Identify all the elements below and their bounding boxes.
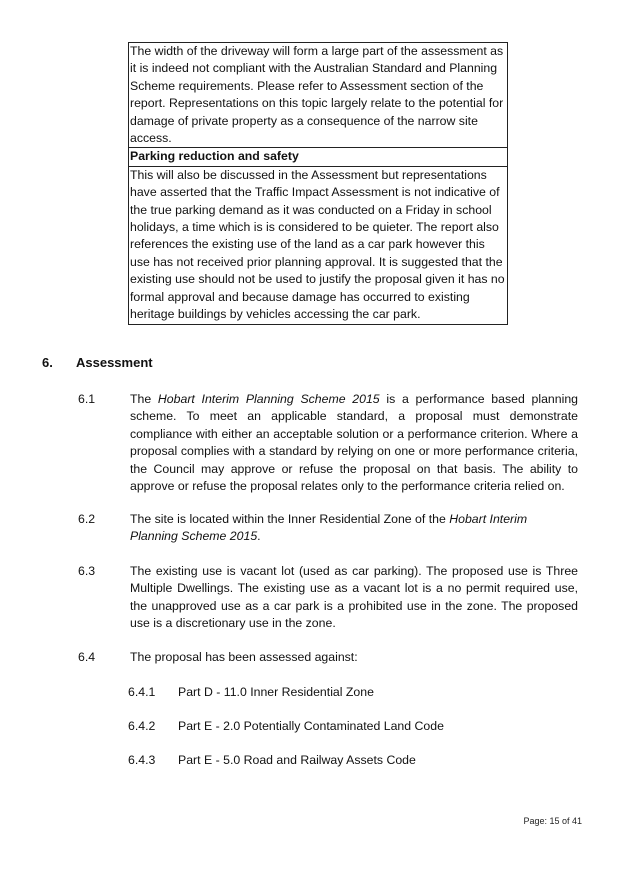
scheme-name: Hobart Interim Planning Scheme 2015 bbox=[157, 392, 380, 406]
scheme-name: Hobart Interim Planning Scheme 2015 bbox=[130, 512, 528, 544]
subitem-number: 6.4.2 bbox=[128, 719, 156, 733]
section-title: Assessment bbox=[76, 355, 153, 370]
subitem-6-4-1 bbox=[128, 684, 374, 701]
text-run: is a performance based planning scheme. To meet an applicable standard, a proposal must demonstrate compliance with either an acceptable solution or a performance criterion. Where a proposal complies with a standard by relying on one or more performance criteria, the Council may approve or refuse the proposal on that basis. The ability to approve or refuse the proposal relates only to the performance criteria relied on. bbox=[130, 392, 579, 494]
parking-representation-text: This will also be discussed in the Assessment but representations have asserted that the Traffic Impact Assessment is not indicative of the true parking demand as it was conducted on a Friday in school holidays, a time which is is considered to be quieter. The report also references the existing use of the land as a car park however this use has not received prior planning approval. It is suggested that the existing use should not be used to justify the proposal given it has no formal approval and because damage has occurred to existing heritage buildings by vehicles accessing the car park. bbox=[130, 167, 505, 322]
paragraph-6-1 bbox=[78, 391, 578, 495]
subitem-number: 6.4.3 bbox=[128, 753, 156, 767]
parking-heading: Parking reduction and safety bbox=[129, 147, 507, 166]
paragraph-text: The proposal has been assessed against: bbox=[130, 650, 358, 664]
subitem-text: Part E - 5.0 Road and Railway Assets Code bbox=[178, 753, 416, 767]
paragraph-number: 6.1 bbox=[78, 392, 96, 406]
subitem-text: Part E - 2.0 Potentially Contaminated Land Code bbox=[178, 719, 444, 733]
paragraph-number: 6.3 bbox=[78, 564, 96, 578]
subitem-number: 6.4.1 bbox=[128, 685, 156, 699]
paragraph-6-3 bbox=[78, 563, 578, 633]
subitem-6-4-2 bbox=[128, 718, 444, 735]
paragraph-text bbox=[130, 391, 578, 495]
paragraph-text: The existing use is vacant lot (used as car parking). The proposed use is Three Multiple Dwellings. The existing use as a vacant lot is a no permit required use, the unapproved use as a car park is a prohibited use in the zone. The proposed use is a discretionary use in the zone. bbox=[130, 564, 578, 631]
paragraph-6-4 bbox=[78, 649, 578, 666]
representations-table bbox=[128, 42, 508, 325]
text-run: The site is located within the Inner Residential Zone of the bbox=[130, 512, 450, 526]
paragraph-number: 6.4 bbox=[78, 650, 96, 664]
text-run: . bbox=[257, 529, 261, 544]
paragraph-number: 6.2 bbox=[78, 512, 96, 526]
section-number: 6. bbox=[42, 355, 53, 370]
section-heading bbox=[42, 355, 153, 370]
driveway-representation-text: The width of the driveway will form a large part of the assessment as it is indeed not compliant with the Australian Standard and Planning Scheme requirements. Please refer to Assessment section of the report. Representations on this topic largely relate to the potential for damage of private property as a consequence of the narrow site access. bbox=[130, 44, 504, 146]
paragraph-6-2 bbox=[78, 511, 578, 546]
paragraph-text bbox=[130, 511, 578, 546]
subitem-6-4-3 bbox=[128, 752, 416, 769]
text-run: The bbox=[130, 392, 158, 406]
subitem-text: Part D - 11.0 Inner Residential Zone bbox=[178, 685, 374, 699]
page-number: Page: 15 of 41 bbox=[523, 816, 582, 826]
